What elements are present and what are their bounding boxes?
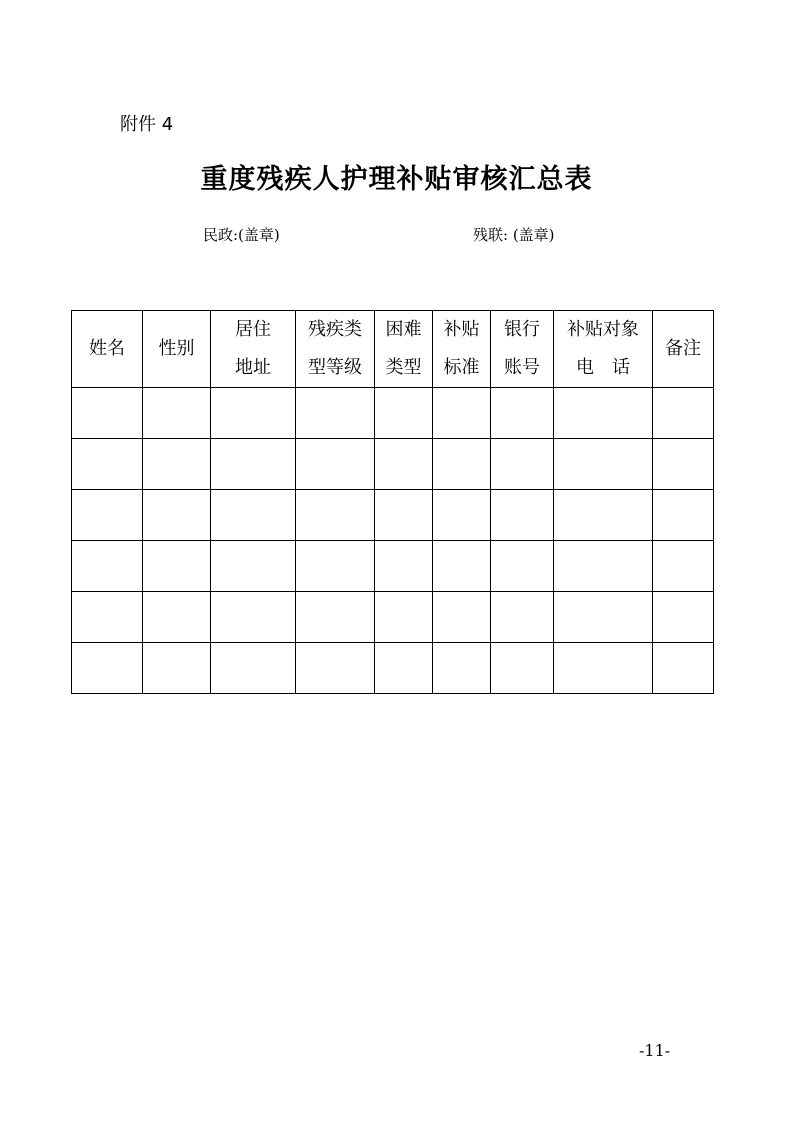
table-cell[interactable] (375, 388, 433, 439)
table-cell[interactable] (72, 592, 143, 643)
table-cell[interactable] (554, 643, 653, 694)
header-subsidy-standard (433, 311, 491, 388)
header-recipient-phone (554, 311, 653, 388)
table-cell[interactable] (433, 643, 491, 694)
table-cell[interactable] (433, 541, 491, 592)
table-cell[interactable] (554, 439, 653, 490)
table-cell[interactable] (653, 388, 714, 439)
table-cell[interactable] (143, 388, 211, 439)
table-cell[interactable] (375, 439, 433, 490)
table-row (72, 388, 714, 439)
table-cell[interactable] (375, 490, 433, 541)
header-disability-grade (296, 311, 375, 388)
table-body (72, 388, 714, 694)
table-cell[interactable] (653, 643, 714, 694)
table-cell[interactable] (491, 490, 554, 541)
civil-affairs-stamp-field: 民政:(盖章) (203, 226, 280, 244)
table-cell[interactable] (211, 541, 296, 592)
table-cell[interactable] (433, 439, 491, 490)
header-address (211, 311, 296, 388)
header-remarks (653, 311, 714, 388)
table-cell[interactable] (72, 643, 143, 694)
header-hardship-type-line1: 困难 (385, 319, 422, 340)
header-recipient-phone-line2: 电 话 (576, 357, 630, 378)
table-cell[interactable] (143, 439, 211, 490)
table-cell[interactable] (296, 439, 375, 490)
table-cell[interactable] (433, 490, 491, 541)
header-disability-grade-line1: 残疾类 (308, 319, 362, 340)
table-cell[interactable] (491, 592, 554, 643)
table-cell[interactable] (653, 439, 714, 490)
table-row (72, 643, 714, 694)
table-cell[interactable] (296, 490, 375, 541)
table-cell[interactable] (491, 439, 554, 490)
page-number: -11- (639, 1041, 671, 1060)
table-cell[interactable] (491, 541, 554, 592)
table-cell[interactable] (72, 490, 143, 541)
table-cell[interactable] (554, 592, 653, 643)
table-cell[interactable] (491, 643, 554, 694)
table-cell[interactable] (72, 541, 143, 592)
header-hardship-type (375, 311, 433, 388)
table-cell[interactable] (296, 541, 375, 592)
table-cell[interactable] (554, 490, 653, 541)
table-cell[interactable] (143, 541, 211, 592)
table-row (72, 490, 714, 541)
table-cell[interactable] (296, 592, 375, 643)
table-cell[interactable] (211, 643, 296, 694)
table-cell[interactable] (143, 490, 211, 541)
header-name (72, 311, 143, 388)
header-bank-account-line2: 账号 (504, 357, 540, 378)
table-cell[interactable] (296, 643, 375, 694)
header-bank-account-line1: 银行 (504, 319, 540, 340)
table-cell[interactable] (375, 592, 433, 643)
header-address-line2: 地址 (235, 357, 271, 378)
header-name-line1: 姓名 (89, 338, 125, 359)
header-address-line1: 居住 (235, 319, 271, 340)
table-cell[interactable] (653, 592, 714, 643)
header-gender-line1: 性别 (158, 338, 195, 359)
header-remarks-line1: 备注 (665, 338, 701, 359)
attachment-label: 附件 4 (120, 114, 174, 135)
table-cell[interactable] (211, 388, 296, 439)
table-row (72, 592, 714, 643)
table-cell[interactable] (211, 592, 296, 643)
header-recipient-phone-line1: 补贴对象 (567, 319, 639, 340)
header-hardship-type-line2: 类型 (385, 357, 422, 378)
header-disability-grade-line2: 型等级 (308, 357, 362, 378)
page-title: 重度残疾人护理补贴审核汇总表 (200, 164, 593, 195)
disabled-federation-stamp-field: 残联: (盖章) (473, 226, 555, 244)
table-row (72, 439, 714, 490)
table-cell[interactable] (554, 541, 653, 592)
header-subsidy-standard-line1: 补贴 (443, 319, 480, 340)
table-cell[interactable] (211, 490, 296, 541)
table-cell[interactable] (653, 541, 714, 592)
table-header-row (72, 311, 714, 388)
table-cell[interactable] (143, 643, 211, 694)
header-subsidy-standard-line2: 标准 (443, 357, 480, 378)
header-gender (143, 311, 211, 388)
table-cell[interactable] (433, 592, 491, 643)
subsidy-summary-table (71, 310, 714, 694)
table-cell[interactable] (653, 490, 714, 541)
header-bank-account (491, 311, 554, 388)
table-cell[interactable] (296, 388, 375, 439)
table-cell[interactable] (72, 439, 143, 490)
table-cell[interactable] (433, 388, 491, 439)
table-cell[interactable] (375, 643, 433, 694)
table-cell[interactable] (72, 388, 143, 439)
table-cell[interactable] (554, 388, 653, 439)
table-cell[interactable] (491, 388, 554, 439)
table-cell[interactable] (375, 541, 433, 592)
table-cell[interactable] (211, 439, 296, 490)
table-row (72, 541, 714, 592)
table-cell[interactable] (143, 592, 211, 643)
